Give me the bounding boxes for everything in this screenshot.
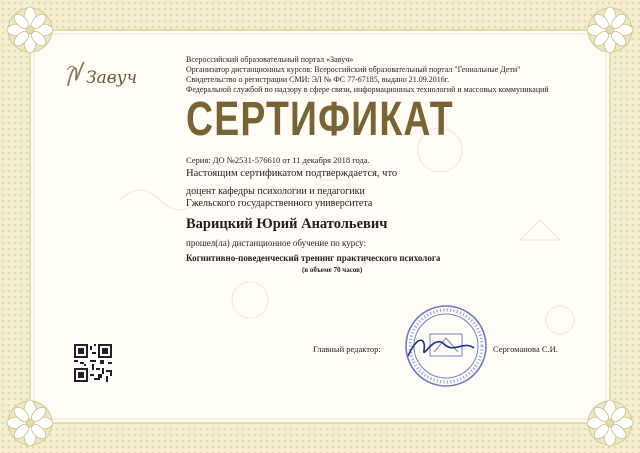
logo-text: Завуч	[86, 68, 138, 88]
course-title: Когнитивно-поведенческий тренинг практического психолога	[186, 253, 441, 263]
passed-text: прошел(ла) дистанционное обучение по курсу:	[186, 238, 367, 248]
position-line-2: Гжельского государственного университета	[186, 198, 373, 209]
certificate-title: СЕРТИФИКАТ	[186, 93, 454, 146]
position-line-1: доцент кафедры психологии и педагогики	[186, 186, 365, 197]
editor-name: Сергоманова С.И.	[493, 344, 558, 354]
header-registration: Свидетельство о регистрации СМИ: ЭЛ № ФС 77-67185, выдано 21.09.2016г.	[186, 75, 450, 84]
course-hours: (в объеме 70 часов)	[302, 266, 363, 274]
header-organizer: Организатор дистанционных курсов: Всероссийский образовательный портал "Гениальные Дети"	[186, 65, 521, 74]
qr-code	[74, 344, 112, 382]
recipient-name: Варицкий Юрий Анатольевич	[186, 216, 388, 232]
official-stamp	[404, 304, 488, 388]
series-line: Серия: ДО №2531-576610 от 11 декабря 2018 года.	[186, 155, 370, 165]
editor-label: Главный редактор:	[313, 344, 381, 354]
zavuch-logo	[64, 56, 154, 96]
header-authority: Федеральной службой по надзору в сфере связи, информационных технологий и массовых коммуникаций	[186, 85, 549, 94]
confirm-text: Настоящим сертификатом подтверждается, что	[186, 168, 398, 179]
header-portal: Всероссийский образовательный портал «Завуч»	[186, 55, 354, 64]
